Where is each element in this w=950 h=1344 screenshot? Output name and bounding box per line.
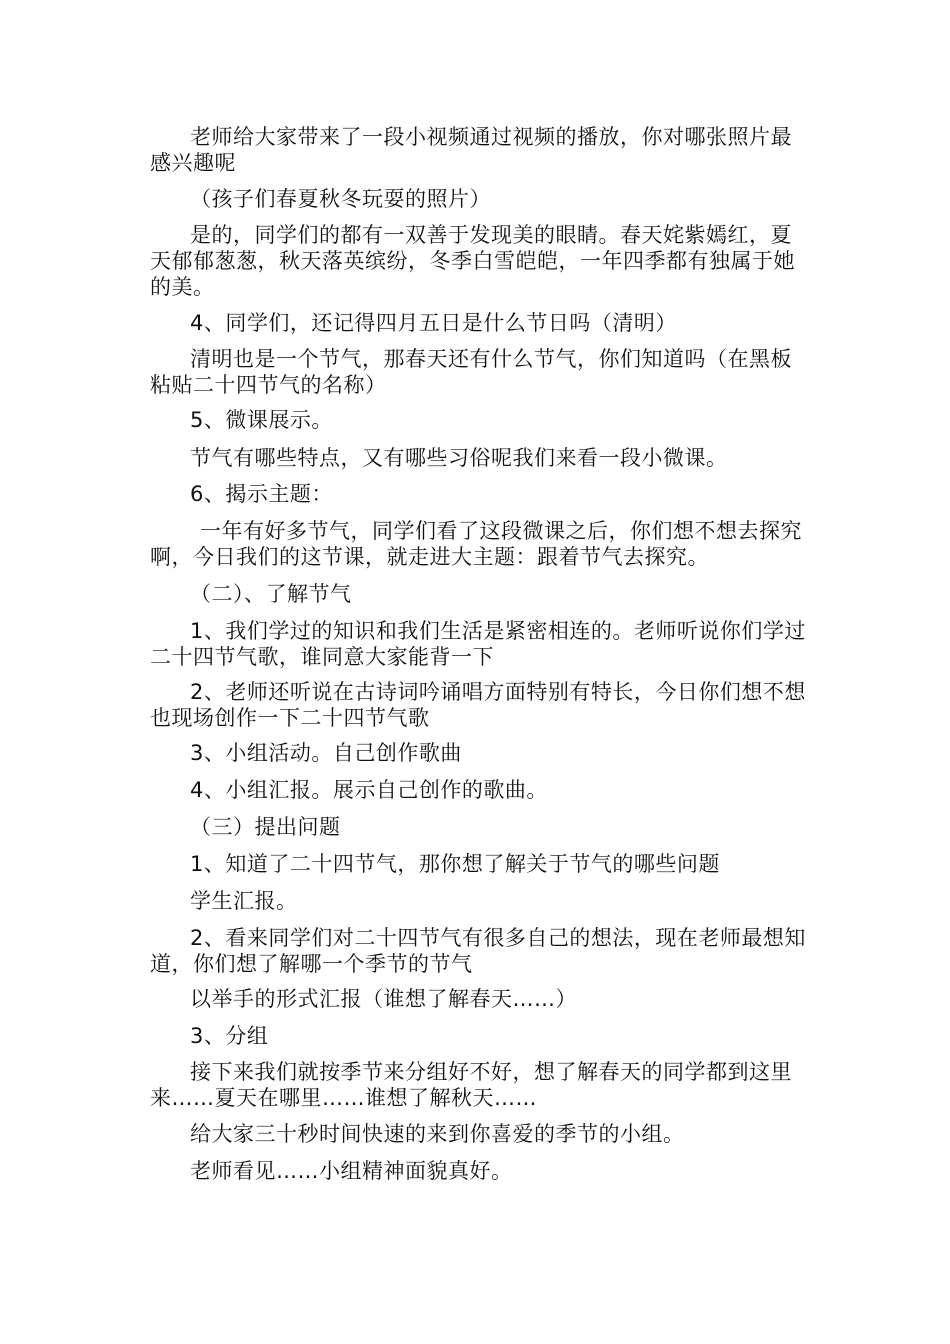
paragraph: 3、小组活动。自己创作歌曲 bbox=[190, 741, 462, 765]
paragraph: 学生汇报。 bbox=[190, 889, 298, 913]
paragraph: 4、同学们，还记得四月五日是什么节日吗（清明） bbox=[190, 311, 677, 335]
paragraph: 4、小组汇报。展示自己创作的歌曲。 bbox=[190, 778, 548, 802]
paragraph: 清明也是一个节气，那春天还有什么节气，你们知道吗（在黑板粘贴二十四节气的名称） bbox=[150, 347, 792, 397]
paragraph: 节气有哪些特点，又有哪些习俗呢我们来看一段小微课。 bbox=[190, 446, 728, 470]
paragraph: 1、我们学过的知识和我们生活是紧密相连的。老师听说你们学过二十四节气歌，谁同意大家能背一下 bbox=[150, 619, 806, 669]
paragraph: 5、微课展示。 bbox=[190, 408, 333, 432]
paragraph: 老师看见……小组精神面貌真好。 bbox=[190, 1159, 513, 1183]
section-heading: （三）提出问题 bbox=[190, 815, 341, 839]
paragraph: 老师给大家带来了一段小视频通过视频的播放，你对哪张照片最感兴趣呢 bbox=[150, 125, 792, 175]
paragraph: 2、看来同学们对二十四节气有很多自己的想法，现在老师最想知道，你们想了解哪一个季节的节气 bbox=[150, 926, 806, 976]
paragraph: 是的，同学们的都有一双善于发现美的眼睛。春天姹紫嫣红，夏天郁郁葱葱，秋天落英缤纷，冬季白雪皑皑，一年四季都有独属于她的美。 bbox=[150, 223, 795, 299]
paragraph: 以举手的形式汇报（谁想了解春天……） bbox=[190, 987, 577, 1011]
paragraph: 接下来我们就按季节来分组好不好，想了解春天的同学都到这里来……夏天在哪里……谁想了解秋天…… bbox=[150, 1060, 792, 1110]
paragraph: 3、分组 bbox=[190, 1024, 269, 1048]
paragraph: 1、知道了二十四节气，那你想了解关于节气的哪些问题 bbox=[190, 852, 720, 876]
paragraph: （孩子们春夏秋冬玩耍的照片） bbox=[190, 187, 491, 211]
paragraph: 6、揭示主题： bbox=[190, 482, 333, 506]
paragraph: 给大家三十秒时间快速的来到你喜爱的季节的小组。 bbox=[190, 1122, 685, 1146]
paragraph: 2、老师还听说在古诗词吟诵唱方面特别有特长，今日你们想不想也现场创作一下二十四节气歌 bbox=[150, 680, 806, 730]
paragraph: 一年有好多节气，同学们看了这段微课之后，你们想不想去探究啊，今日我们的这节课，就走进大主题：跟着节气去探究。 bbox=[150, 519, 802, 569]
section-heading: （二）、了解节气 bbox=[190, 582, 352, 606]
